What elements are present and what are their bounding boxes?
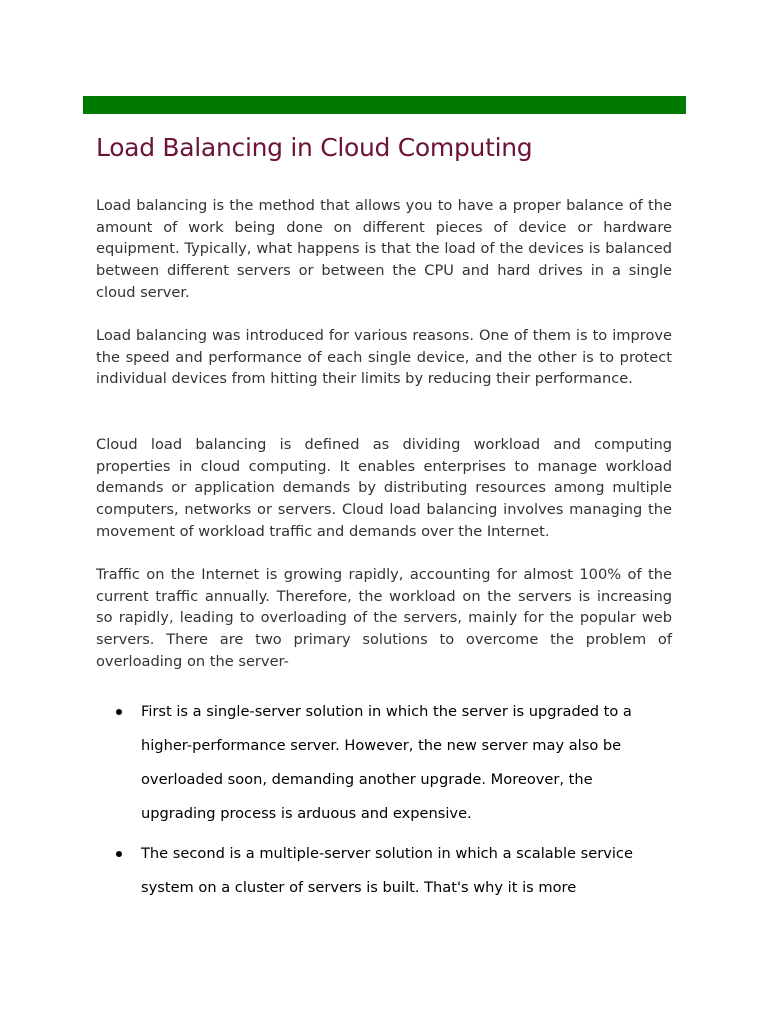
paragraph: Load balancing was introduced for various reasons. One of them is to improve the speed and performance of each single device, and the other is to protect individual devices from hitting their limits by reducing their performance. [96, 327, 672, 388]
list-item-text: First is a single-server solution in which the server is upgraded to a higher-performance server. However, the new server may also be overloaded soon, demanding another upgrade. Moreover, the upgrading process is arduous and expensive. [141, 703, 632, 822]
paragraph: Load balancing is the method that allows you to have a proper balance of the amount of work being done on different pieces of device or hardware equipment. Typically, what happens is that the load of the devices is balanced between different servers or between the CPU and hard drives in a single cloud server. [96, 197, 672, 301]
header-accent-bar [83, 96, 686, 114]
list-item-text: The second is a multiple-server solution in which a scalable service system on a cluster of servers is built. That's why it is more [141, 845, 633, 896]
paragraph: Cloud load balancing is defined as dividing workload and computing properties in cloud computing. It enables enterprises to manage workload demands or application demands by distributing resources among multiple computers, networks or servers. Cloud load balancing involves managing the movement of workload traffic and demands over the Internet. [96, 436, 672, 540]
bullet-dot-icon [116, 851, 122, 857]
solutions-list [0, 695, 768, 905]
list-item [0, 837, 768, 905]
list-item [0, 695, 768, 831]
paragraph: Traffic on the Internet is growing rapidly, accounting for almost 100% of the current traffic annually. Therefore, the workload on the servers is increasing so rapidly, leading to overloading of the servers, mainly for the popular web servers. There are two primary solutions to overcome the problem of overloading on the server- [96, 566, 672, 670]
page-title: Load Balancing in Cloud Computing [96, 133, 533, 162]
bullet-dot-icon [116, 709, 122, 715]
